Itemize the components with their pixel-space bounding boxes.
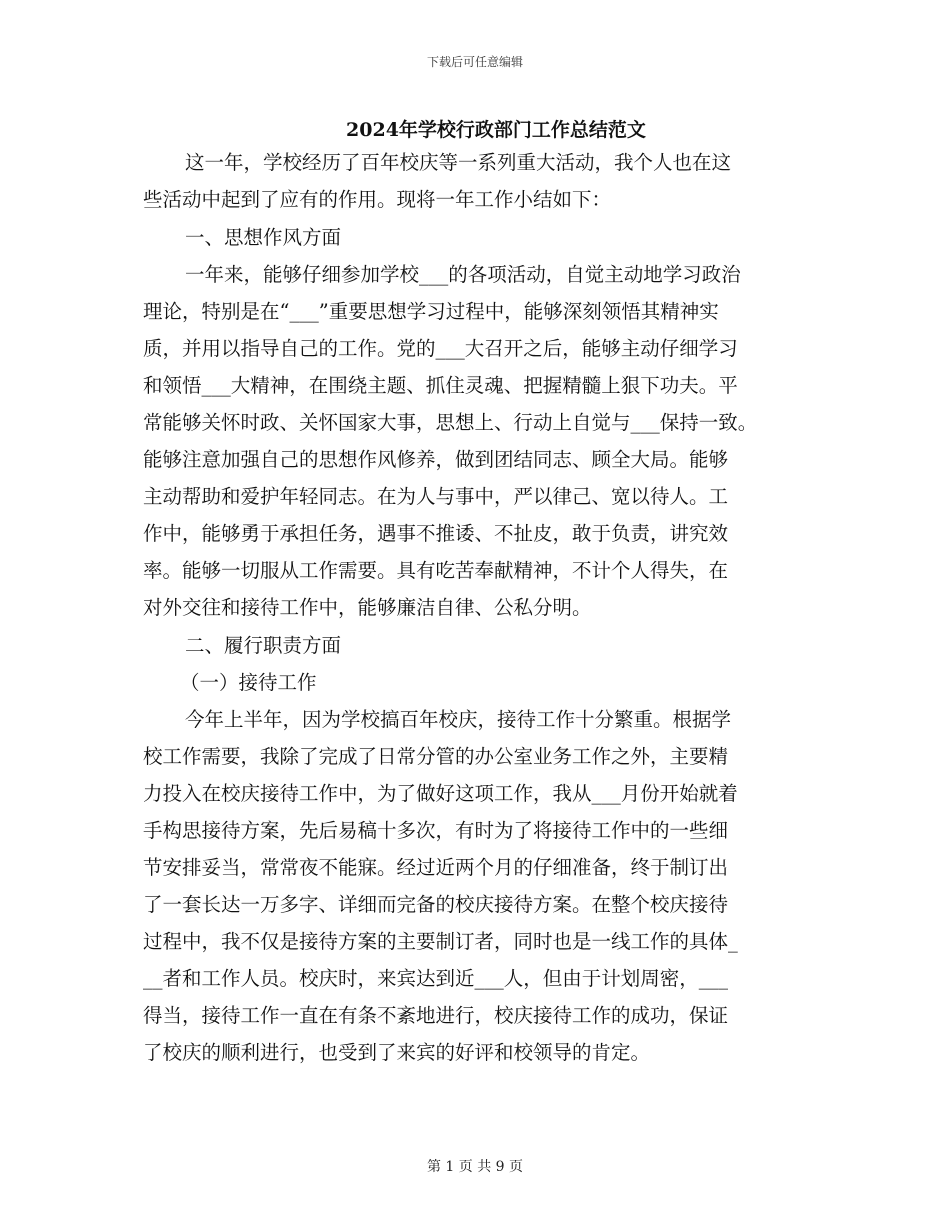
body-line: 常能够关怀时政、关怀国家大事，思想上、行动上自觉与___保持一致。 [143, 411, 758, 434]
body-line: 和领悟___大精神，在围绕主题、抓住灵魂、把握精髓上狠下功夫。平 [143, 374, 738, 397]
header-note: 下载后可任意编辑 [426, 55, 523, 69]
body-line: 主动帮助和爱护年轻同志。在为人与事中，严以律己、宽以待人。工 [143, 485, 729, 508]
body-line: __者和工作人员。校庆时，来宾达到近___人，但由于计划周密，___ [143, 967, 729, 990]
body-line: 了校庆的顺利进行，也受到了来宾的好评和校领导的肯定。 [143, 1041, 651, 1064]
body-line: 校工作需要，我除了完成了日常分管的办公室业务工作之外，主要精 [143, 745, 729, 768]
section-heading: 一、思想作风方面 [185, 226, 342, 249]
body-line: 这一年，学校经历了百年校庆等一系列重大活动，我个人也在这 [185, 151, 732, 174]
document-title: 2024年学校行政部门工作总结范文 [346, 119, 646, 141]
body-line: 能够注意加强自己的思想作风修养，做到团结同志、顾全大局。能够 [143, 448, 729, 471]
body-line: 对外交往和接待工作中，能够廉洁自律、公私分明。 [143, 596, 592, 619]
body-line: 些活动中起到了应有的作用。现将一年工作小结如下： [143, 188, 612, 211]
body-line: 了一套长达一万多字、详细而完备的校庆接待方案。在整个校庆接待 [143, 893, 729, 916]
body-line: 理论，特别是在“___”重要思想学习过程中，能够深刻领悟其精神实 [143, 300, 719, 323]
body-line: 手构思接待方案，先后易稿十多次，有时为了将接待工作中的一些细 [143, 819, 729, 842]
body-line: 质，并用以指导自己的工作。党的___大召开之后，能够主动仔细学习 [143, 337, 738, 360]
body-line: 一年来，能够仔细参加学校___的各项活动，自觉主动地学习政治 [185, 263, 741, 286]
body-line: 节安排妥当，常常夜不能寐。经过近两个月的仔细准备，终于制订出 [143, 856, 729, 879]
page-number: 第 1 页 共 9 页 [426, 1159, 524, 1175]
body-line: 力投入在校庆接待工作中，为了做好这项工作，我从___月份开始就着 [143, 782, 738, 805]
body-line: 过程中，我不仅是接待方案的主要制订者，同时也是一线工作的具体_ [143, 930, 738, 953]
body-line: 率。能够一切服从工作需要。具有吃苦奉献精神，不计个人得失，在 [143, 559, 729, 582]
section-heading: 二、履行职责方面 [185, 634, 342, 657]
body-line: 得当，接待工作一直在有条不紊地进行，校庆接待工作的成功，保证 [143, 1004, 729, 1027]
body-line: 作中，能够勇于承担任务，遇事不推诿、不扯皮，敢于负责，讲究效 [143, 522, 729, 545]
body-line: 今年上半年，因为学校搞百年校庆，接待工作十分繁重。根据学 [185, 708, 732, 731]
subsection-heading: （一）接待工作 [180, 671, 317, 694]
